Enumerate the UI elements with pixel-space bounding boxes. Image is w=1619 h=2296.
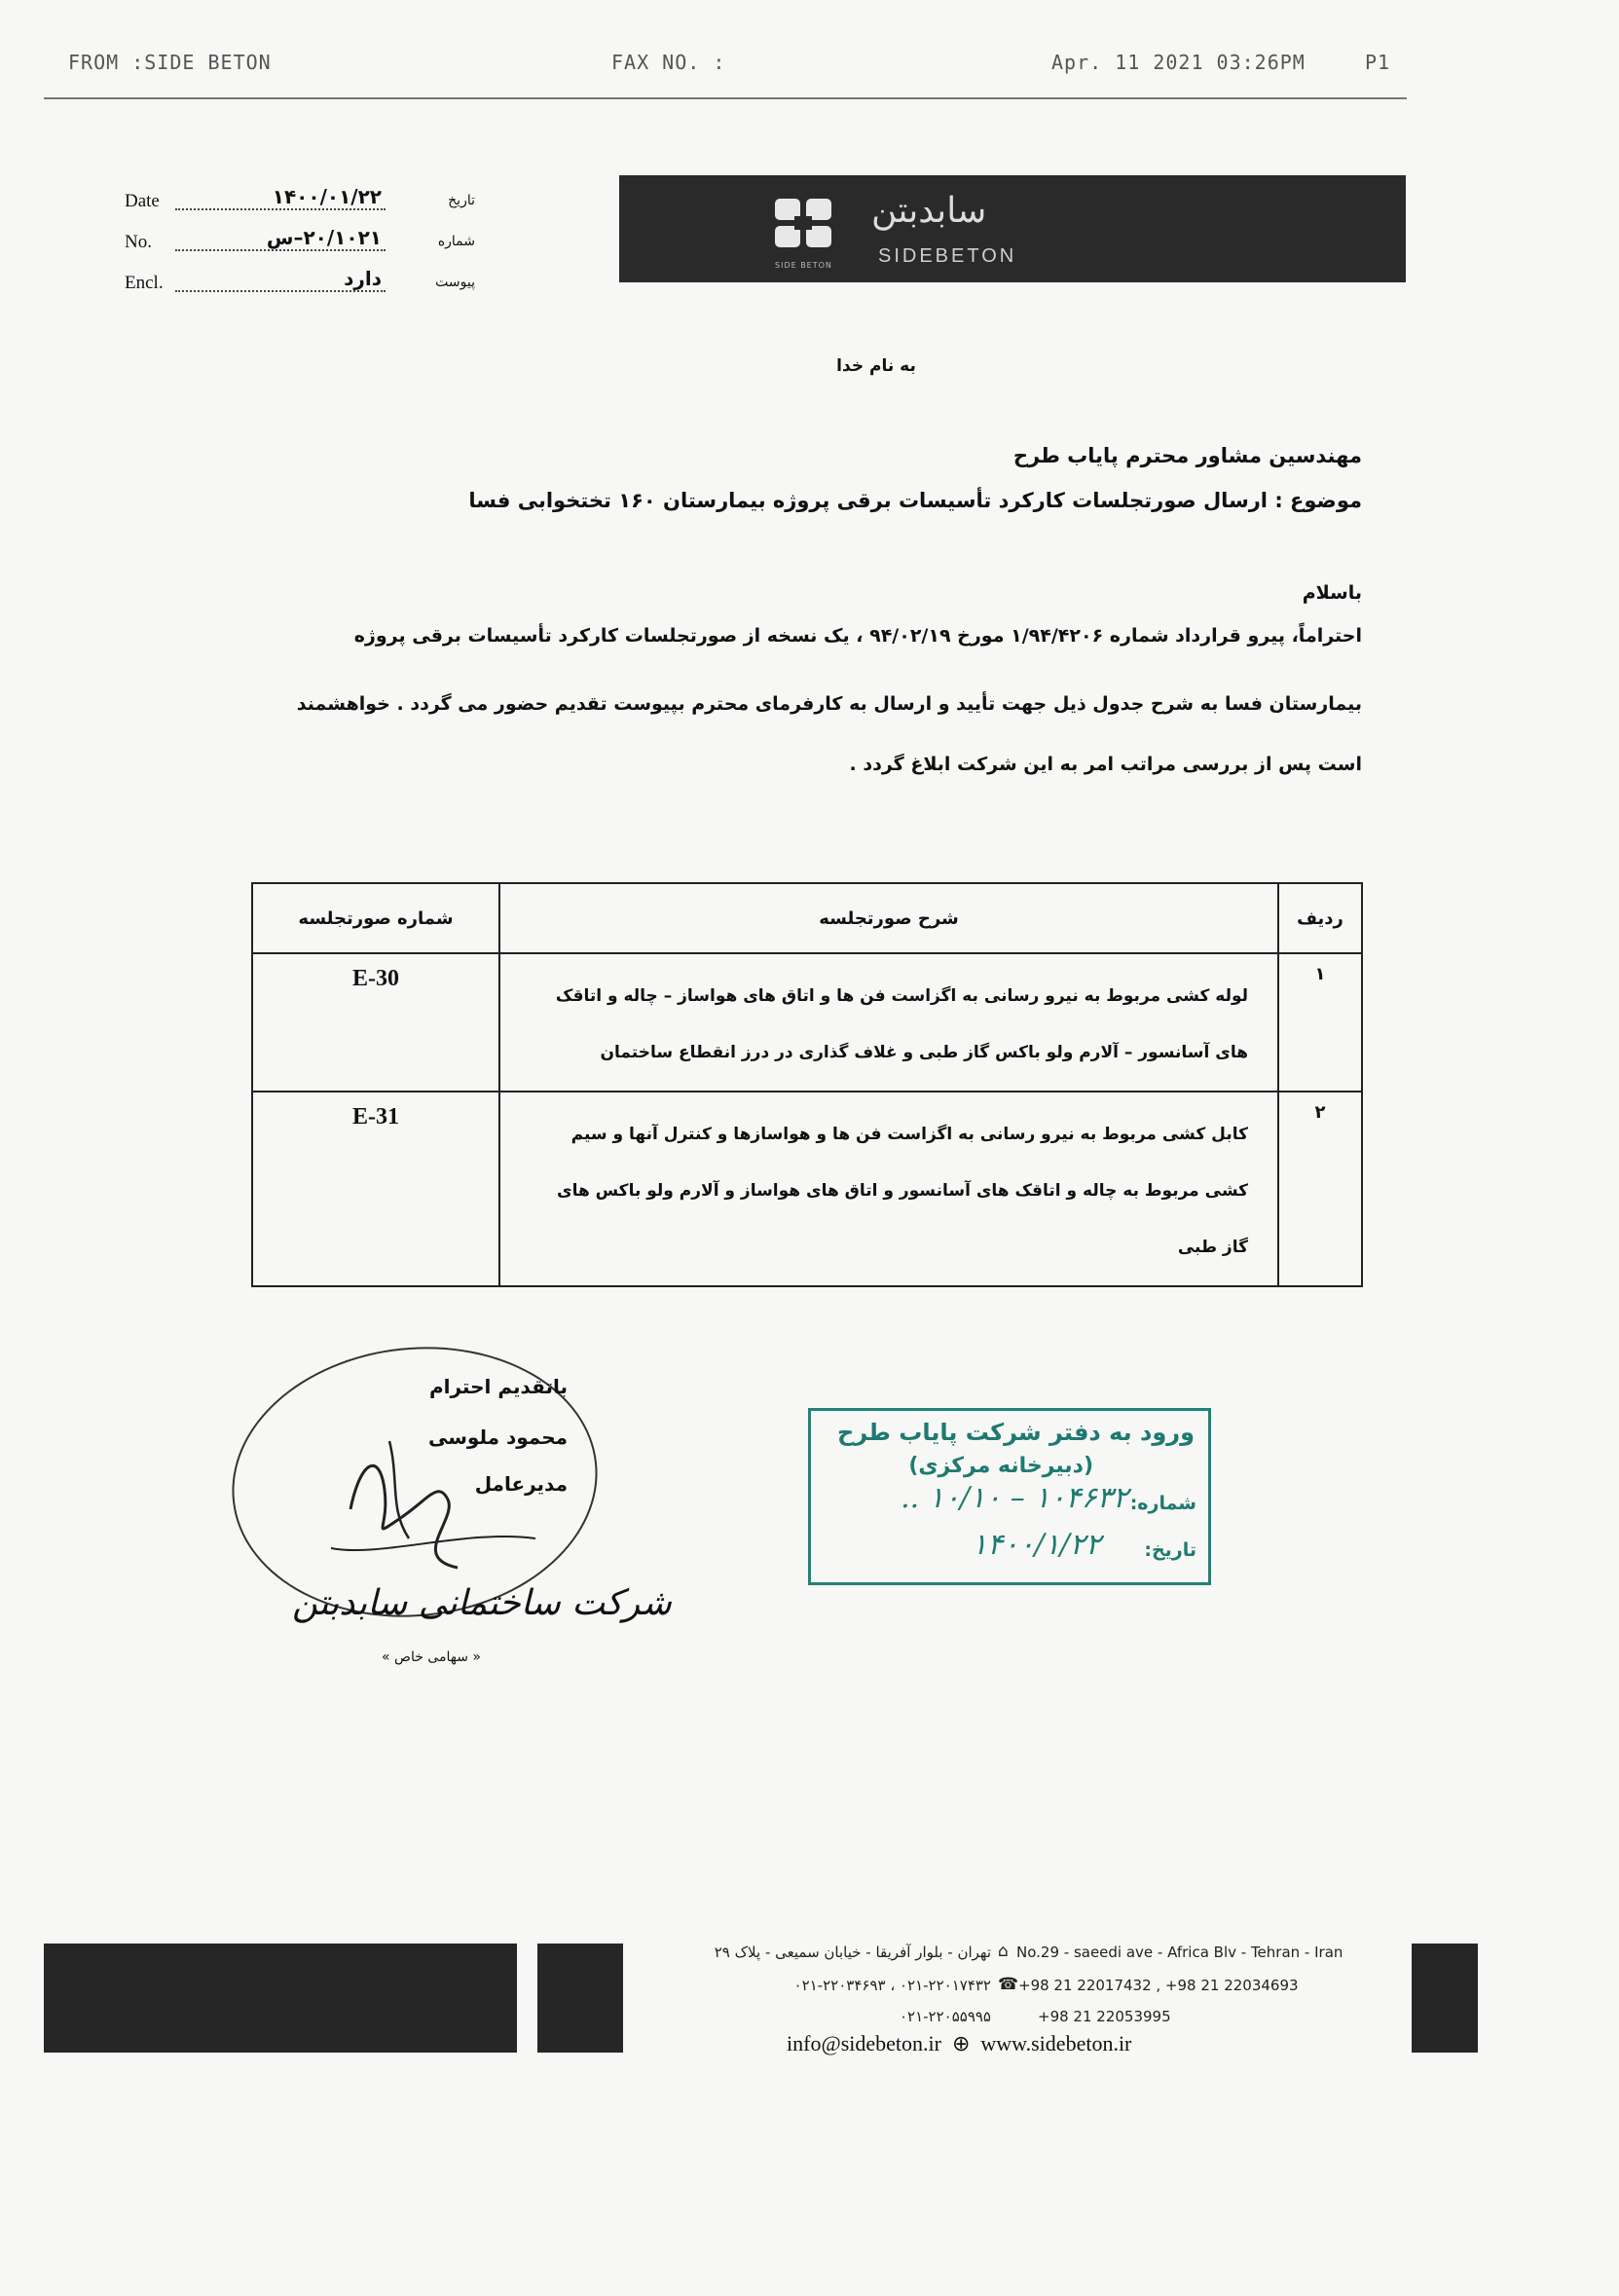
- number-value: ۲۰/۱۰۲۱–س: [266, 226, 382, 249]
- footer-fax-en: +98 21 22053995: [1038, 2008, 1171, 2025]
- description-line: کشی مربوط به چاله و اتاقک های آسانسور و اتاق های هواساز و آلارم ولو باکس های: [556, 1181, 1248, 1201]
- enclosure-value: دارد: [344, 267, 382, 290]
- enclosure-label-en: Encl.: [125, 273, 164, 293]
- table-header-row: [252, 883, 1362, 953]
- header-row-no: ردیف: [1278, 883, 1362, 953]
- footer-phone-fa: ۰۲۱-۲۲۰۱۷۴۳۲ ، ۰۲۱-۲۲۰۳۴۶۹۳: [793, 1977, 991, 1994]
- signature-scrawl-icon: [292, 1422, 584, 1587]
- description-line: لوله کشی مربوط به نیرو رسانی به اگزاست فن ها و اتاق های هواساز – چاله و اتاقک: [555, 986, 1248, 1006]
- footer-address-en: No.29 - saeedi ave - Africa Blv - Tehran - Iran: [1016, 1944, 1343, 1961]
- footer-bar-right: [1412, 1944, 1478, 2053]
- signature-closing: باتقدیم احترام: [428, 1375, 568, 1398]
- invocation: به نام خدا: [836, 356, 916, 376]
- description-line: های آسانسور – آلارم ولو باکس گاز طبی و غلاف گذاری در درز انقطاع ساختمان: [600, 1043, 1248, 1062]
- company-note: « سهامی خاص »: [382, 1649, 481, 1665]
- footer-phone-en: +98 21 22017432 , +98 21 22034693: [1018, 1977, 1299, 1994]
- header-code: شماره صورتجلسه: [252, 883, 499, 953]
- fax-timestamp: Apr. 11 2021 03:26PM: [1051, 51, 1306, 74]
- number-label-fa: شماره: [437, 234, 475, 249]
- number-dotted-line: [175, 249, 386, 251]
- subject: موضوع : ارسال صورتجلسات کارکرد تأسیسات برقی پروژه بیمارستان ۱۶۰ تختخوابی فسا: [468, 489, 1362, 512]
- stamp-line2: (دبیرخانه مرکزی): [908, 1454, 1093, 1478]
- footer-email: info@sidebeton.ir: [787, 2031, 941, 2055]
- body-line: احتراماً، پیرو قرارداد شماره ۱/۹۴/۴۲۰۶ مورخ ۹۴/۰۲/۱۹ ، یک نسخه از صورتجلسات کارکرد تأسیسات برقی پروژه: [353, 625, 1362, 647]
- fax-number: FAX NO. :: [611, 51, 726, 74]
- fax-divider: [44, 97, 1407, 99]
- meta-date: [125, 185, 475, 222]
- body-line: است پس از بررسی مراتب امر به این شرکت ابلاغ گردد .: [849, 754, 1362, 775]
- stamp-date-value: ۱۴۰۰/۱/۲۲: [971, 1528, 1101, 1562]
- recipient: مهندسین مشاور محترم پایاب طرح: [1012, 444, 1362, 467]
- minutes-table: [251, 882, 1363, 1287]
- stamp-number-label: شماره:: [1129, 1493, 1196, 1514]
- number-label-en: No.: [125, 232, 152, 252]
- meta-number: [125, 226, 475, 263]
- company-handwritten: شرکت ساختمانی سابدبتن: [292, 1583, 672, 1623]
- row-description: [499, 1092, 1278, 1286]
- row-code: E-30: [252, 953, 499, 1092]
- date-value: ۱۴۰۰/۰۱/۲۲: [272, 185, 382, 208]
- received-stamp: [808, 1408, 1211, 1585]
- meta-enclosure: [125, 267, 475, 304]
- table-row: [252, 953, 1362, 1092]
- row-number: ۲: [1278, 1092, 1362, 1286]
- enclosure-label-fa: پیوست: [435, 275, 475, 290]
- footer-bar-left: [44, 1944, 517, 2053]
- footer-fax-fa: ۰۲۱-۲۲۰۵۵۹۹۵: [899, 2008, 991, 2025]
- signature-name: محمود ملوسی: [428, 1426, 568, 1449]
- fax-page: P1: [1365, 51, 1391, 74]
- row-number: ۱: [1278, 953, 1362, 1092]
- stamp-number-value: ۱۰۴۶۳۲ – ۱۰/۱۰ ..: [901, 1481, 1128, 1515]
- enclosure-dotted-line: [175, 290, 386, 292]
- row-description: [499, 953, 1278, 1092]
- footer-bar-mid: [537, 1944, 623, 2053]
- footer-contacts: [787, 2031, 1131, 2056]
- building-icon: ⌂: [998, 1942, 1009, 1961]
- logo-name-en: SIDEBETON: [878, 245, 1017, 267]
- table-row: [252, 1092, 1362, 1286]
- row-code: E-31: [252, 1092, 499, 1286]
- header-description: شرح صورتجلسه: [499, 883, 1278, 953]
- logo-name-fa: سابدبتن: [871, 191, 987, 231]
- globe-icon: ⊕: [946, 2031, 975, 2055]
- description-line: کابل کشی مربوط به نیرو رسانی به اگزاست فن ها و هواسازها و کنترل آنها و سیم: [570, 1125, 1248, 1144]
- date-label-en: Date: [125, 191, 160, 211]
- date-label-fa: تاریخ: [448, 193, 475, 208]
- body-line: بیمارستان فسا به شرح جدول ذیل جهت تأیید و ارسال به کارفرمای محترم بپیوست تقدیم حضور می گردد . خواهشمند: [296, 693, 1362, 715]
- fax-from: FROM :SIDE BETON: [68, 51, 272, 74]
- date-dotted-line: [175, 208, 386, 210]
- sidebeton-logo-icon: [775, 199, 833, 249]
- footer-address-fa: تهران - بلوار آفریقا - خیابان سمیعی - پلاک ۲۹: [714, 1944, 991, 1961]
- stamp-date-label: تاریخ:: [1144, 1539, 1196, 1561]
- phone-icon: ☎: [998, 1975, 1019, 1994]
- stamp-line1: ورود به دفتر شرکت پایاب طرح: [837, 1419, 1195, 1446]
- logo-subtext: SIDE BETON: [775, 261, 832, 270]
- description-line: گاز طبی: [1177, 1238, 1248, 1257]
- footer-website: www.sidebeton.ir: [980, 2031, 1132, 2055]
- signature-title: مدیرعامل: [474, 1472, 568, 1496]
- greeting: باسلام: [1302, 582, 1362, 604]
